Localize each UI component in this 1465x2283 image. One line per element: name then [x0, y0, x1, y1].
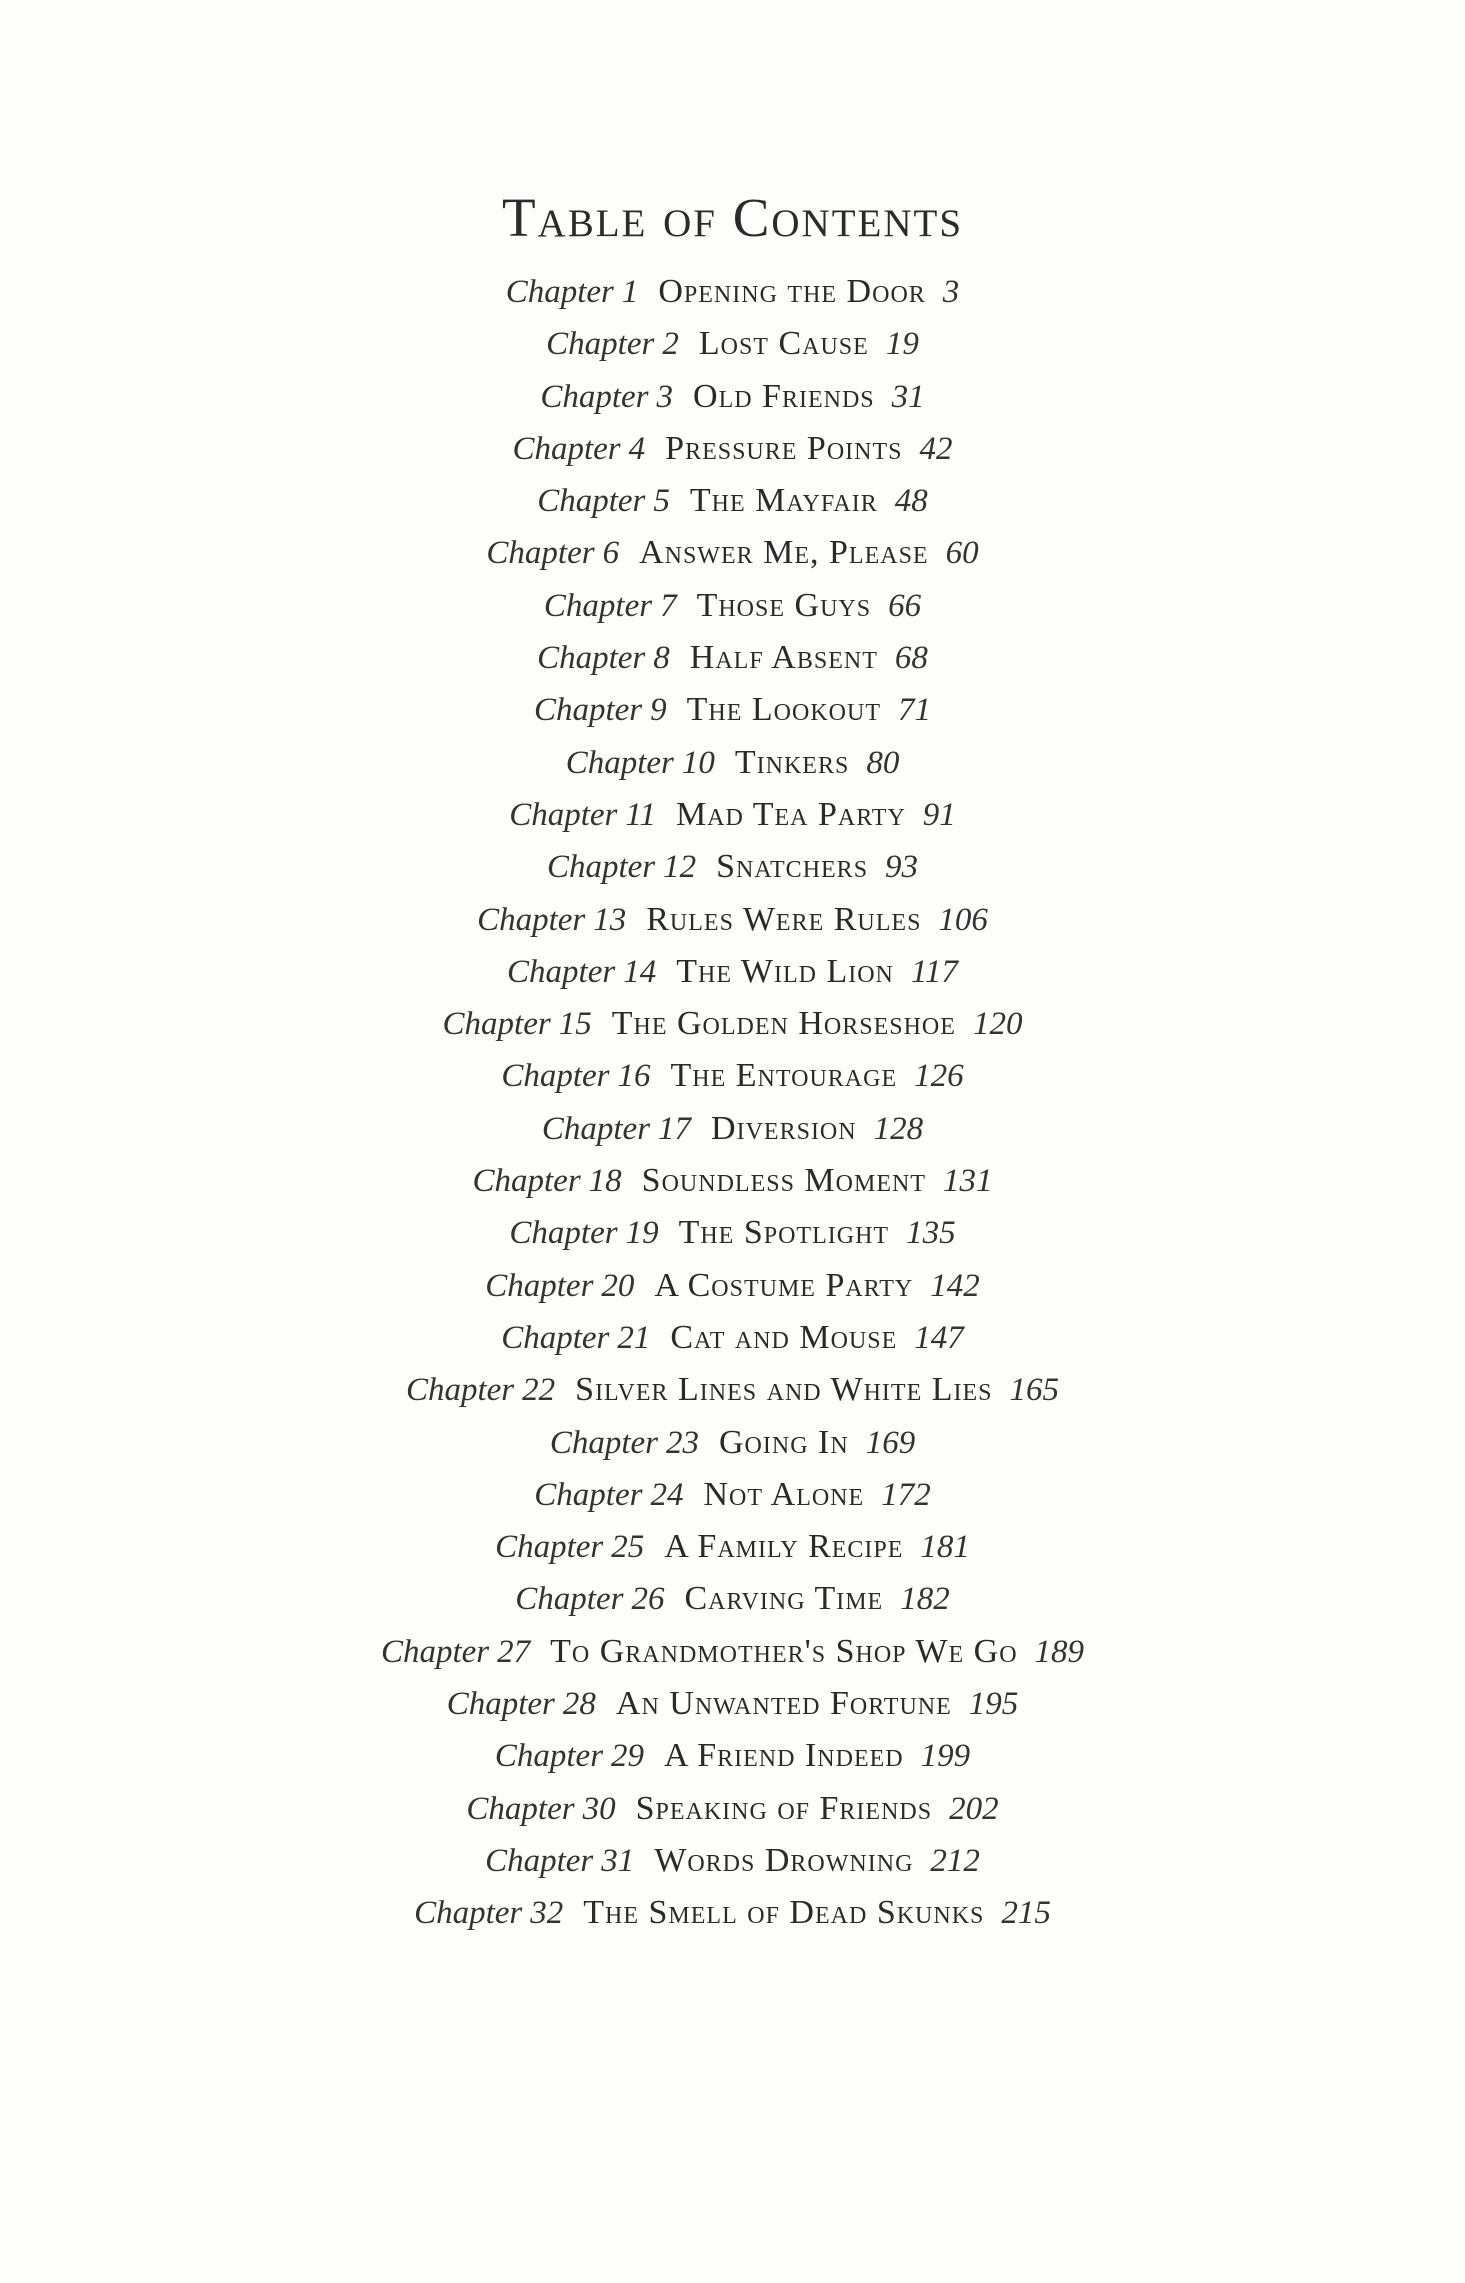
chapter-title: Going In [718, 1423, 849, 1461]
chapter-title: Carving Time [684, 1580, 884, 1618]
toc-entry [0, 946, 1465, 998]
toc-entry [0, 1417, 1465, 1469]
chapter-number: 12 [663, 849, 697, 886]
chapter-title: Answer Me, Please [639, 534, 929, 572]
chapter-label: Chapter [446, 1686, 555, 1723]
page-number: 169 [865, 1424, 916, 1461]
chapter-title: Those Guys [696, 586, 872, 624]
toc-entry [0, 1312, 1465, 1364]
page-number: 165 [1009, 1372, 1060, 1409]
chapter-number: 29 [611, 1738, 645, 1775]
toc-entry [0, 1835, 1465, 1887]
page-number: 93 [885, 849, 919, 886]
chapter-number: 7 [660, 587, 677, 624]
chapter-number: 15 [558, 1006, 592, 1043]
chapter-title: The Smell of Dead Skunks [583, 1894, 985, 1932]
page-number: 66 [888, 587, 922, 624]
toc-entry [0, 371, 1465, 423]
chapter-label: Chapter [533, 692, 643, 729]
page-number: 120 [972, 1006, 1023, 1043]
toc-entry [0, 318, 1465, 370]
toc-entry [0, 580, 1465, 632]
page-number: 117 [910, 953, 958, 990]
chapter-label: Chapter [549, 1424, 658, 1461]
chapter-label: Chapter [543, 587, 653, 624]
toc-entry [0, 684, 1465, 736]
chapter-number: 30 [582, 1790, 616, 1827]
chapter-title: Diversion [711, 1109, 857, 1147]
chapter-number: 18 [588, 1163, 622, 1200]
chapter-title: Words Drowning [654, 1841, 914, 1879]
page-title: Table of Contents [501, 187, 964, 248]
chapter-title: Pressure Points [665, 429, 903, 467]
chapter-label: Chapter [515, 1581, 624, 1618]
page-number: 128 [873, 1110, 924, 1147]
chapter-title: The Wild Lion [676, 952, 894, 990]
chapter-number: 26 [631, 1581, 665, 1618]
chapter-label: Chapter [486, 535, 595, 572]
chapter-title: Speaking of Friends [635, 1789, 933, 1827]
chapter-label: Chapter [546, 326, 655, 363]
toc-list [0, 266, 1465, 1940]
chapter-label: Chapter [501, 1058, 610, 1095]
toc-entry [0, 1783, 1465, 1835]
chapter-label: Chapter [485, 1842, 594, 1879]
page-number: 60 [945, 535, 979, 572]
toc-entry [0, 527, 1465, 579]
page-number: 202 [949, 1790, 999, 1827]
chapter-title: A Costume Party [654, 1266, 914, 1304]
page-number: 80 [866, 744, 900, 781]
chapter-title: Rules Were Rules [646, 900, 922, 938]
page-number: 182 [900, 1581, 950, 1618]
chapter-number: 32 [530, 1895, 564, 1932]
chapter-title: Silver Lines and White Lies [575, 1371, 993, 1409]
chapter-number: 22 [522, 1372, 556, 1409]
chapter-label: Chapter [505, 274, 614, 310]
page-number: 91 [922, 796, 956, 833]
chapter-label: Chapter [537, 640, 646, 677]
chapter-number: 31 [601, 1842, 635, 1879]
page-number: 3 [942, 274, 960, 310]
page-number: 131 [942, 1163, 993, 1200]
chapter-number: 3 [656, 378, 674, 415]
toc-entry [0, 1050, 1465, 1102]
chapter-number: 24 [650, 1476, 684, 1513]
chapter-title: The Golden Horseshoe [611, 1005, 956, 1043]
chapter-number: 5 [653, 483, 670, 520]
page-number: 215 [1001, 1895, 1051, 1932]
chapter-title: Cat and Mouse [670, 1318, 898, 1356]
toc-entry [0, 1626, 1465, 1678]
chapter-number: 20 [601, 1267, 635, 1304]
page-number: 181 [920, 1529, 970, 1566]
chapter-label: Chapter [477, 901, 586, 938]
chapter-number: 10 [681, 744, 715, 781]
chapter-number: 13 [593, 901, 627, 938]
chapter-number: 14 [623, 953, 657, 990]
toc-entry [0, 1103, 1465, 1155]
chapter-label: Chapter [466, 1790, 575, 1827]
chapter-label: Chapter [509, 1215, 618, 1252]
toc-entry [0, 1207, 1465, 1259]
chapter-title: The Entourage [670, 1057, 898, 1095]
chapter-title: To Grandmother's Shop We Go [550, 1632, 1018, 1670]
toc-entry [0, 1573, 1465, 1625]
chapter-label: Chapter [485, 1267, 594, 1304]
chapter-label: Chapter [534, 1476, 643, 1513]
toc-entry [0, 423, 1465, 475]
chapter-title: Opening the Door [658, 273, 926, 310]
page-number: 19 [885, 326, 919, 363]
toc-entry [0, 1155, 1465, 1207]
toc-entry [0, 1678, 1465, 1730]
page-number: 147 [914, 1319, 964, 1356]
chapter-number: 25 [611, 1529, 645, 1566]
toc-entry [0, 1887, 1465, 1939]
chapter-title: Mad Tea Party [675, 795, 906, 833]
chapter-title: Old Friends [693, 377, 875, 415]
chapter-label: Chapter [442, 1006, 551, 1043]
chapter-title: Soundless Moment [641, 1162, 926, 1200]
chapter-label: Chapter [512, 430, 621, 467]
toc-entry [0, 1260, 1465, 1312]
chapter-label: Chapter [537, 483, 646, 520]
chapter-number: 2 [662, 326, 679, 363]
page-number: 106 [938, 901, 988, 938]
chapter-number: 17 [658, 1110, 692, 1147]
page-number: 48 [894, 483, 928, 520]
chapter-label: Chapter [495, 1529, 604, 1566]
page-number: 126 [914, 1058, 964, 1095]
page-number: 199 [920, 1738, 971, 1775]
toc-entry [0, 894, 1465, 946]
page-number: 195 [968, 1686, 1019, 1723]
page-number: 142 [930, 1267, 980, 1304]
page-number: 71 [898, 692, 932, 729]
chapter-label: Chapter [472, 1163, 581, 1200]
chapter-title: Half Absent [689, 639, 878, 677]
chapter-label: Chapter [507, 953, 616, 990]
chapter-title: Not Alone [703, 1475, 865, 1513]
toc-entry [0, 475, 1465, 527]
chapter-number: 23 [665, 1424, 699, 1461]
chapter-label: Chapter [565, 744, 674, 781]
toc-entry [0, 841, 1465, 893]
chapter-label: Chapter [501, 1319, 610, 1356]
chapter-label: Chapter [414, 1895, 523, 1932]
chapter-label: Chapter [380, 1633, 490, 1670]
page-number: 42 [919, 430, 953, 467]
page-number: 135 [906, 1215, 956, 1252]
chapter-title: A Friend Indeed [664, 1737, 904, 1775]
page-number: 68 [894, 640, 928, 677]
chapter-number: 11 [625, 796, 656, 833]
page-number: 172 [881, 1476, 931, 1513]
toc-entry [0, 1469, 1465, 1521]
chapter-number: 16 [617, 1058, 651, 1095]
chapter-title: Snatchers [716, 848, 869, 886]
page-number: 31 [891, 378, 925, 415]
chapter-number: 8 [653, 640, 670, 677]
chapter-title: The Lookout [686, 691, 882, 729]
chapter-number: 4 [628, 430, 646, 467]
chapter-number: 6 [602, 535, 620, 572]
chapter-number: 27 [497, 1633, 531, 1670]
chapter-title: An Unwanted Fortune [615, 1685, 952, 1723]
chapter-label: Chapter [494, 1738, 604, 1775]
chapter-label: Chapter [405, 1372, 515, 1409]
chapter-label: Chapter [540, 378, 649, 415]
page-number: 212 [930, 1842, 980, 1879]
toc-entry [0, 1364, 1465, 1416]
chapter-label: Chapter [509, 796, 618, 833]
toc-entry [0, 1730, 1465, 1782]
page-number: 189 [1034, 1633, 1085, 1670]
toc-entry [0, 632, 1465, 684]
chapter-number: 21 [617, 1319, 651, 1356]
chapter-number: 9 [650, 692, 667, 729]
chapter-title: Lost Cause [698, 325, 869, 363]
toc-entry [0, 998, 1465, 1050]
chapter-title: A Family Recipe [664, 1528, 904, 1566]
toc-entry [0, 1521, 1465, 1573]
chapter-title: Tinkers [734, 743, 850, 781]
chapter-title: The Spotlight [678, 1214, 890, 1252]
chapter-number: 28 [562, 1686, 596, 1723]
toc-entry [0, 737, 1465, 789]
chapter-number: 19 [625, 1215, 659, 1252]
chapter-number: 1 [621, 274, 639, 310]
chapter-title: The Mayfair [689, 482, 878, 520]
toc-entry [0, 266, 1465, 318]
chapter-label: Chapter [546, 849, 656, 886]
toc-entry [0, 789, 1465, 841]
chapter-label: Chapter [541, 1110, 651, 1147]
